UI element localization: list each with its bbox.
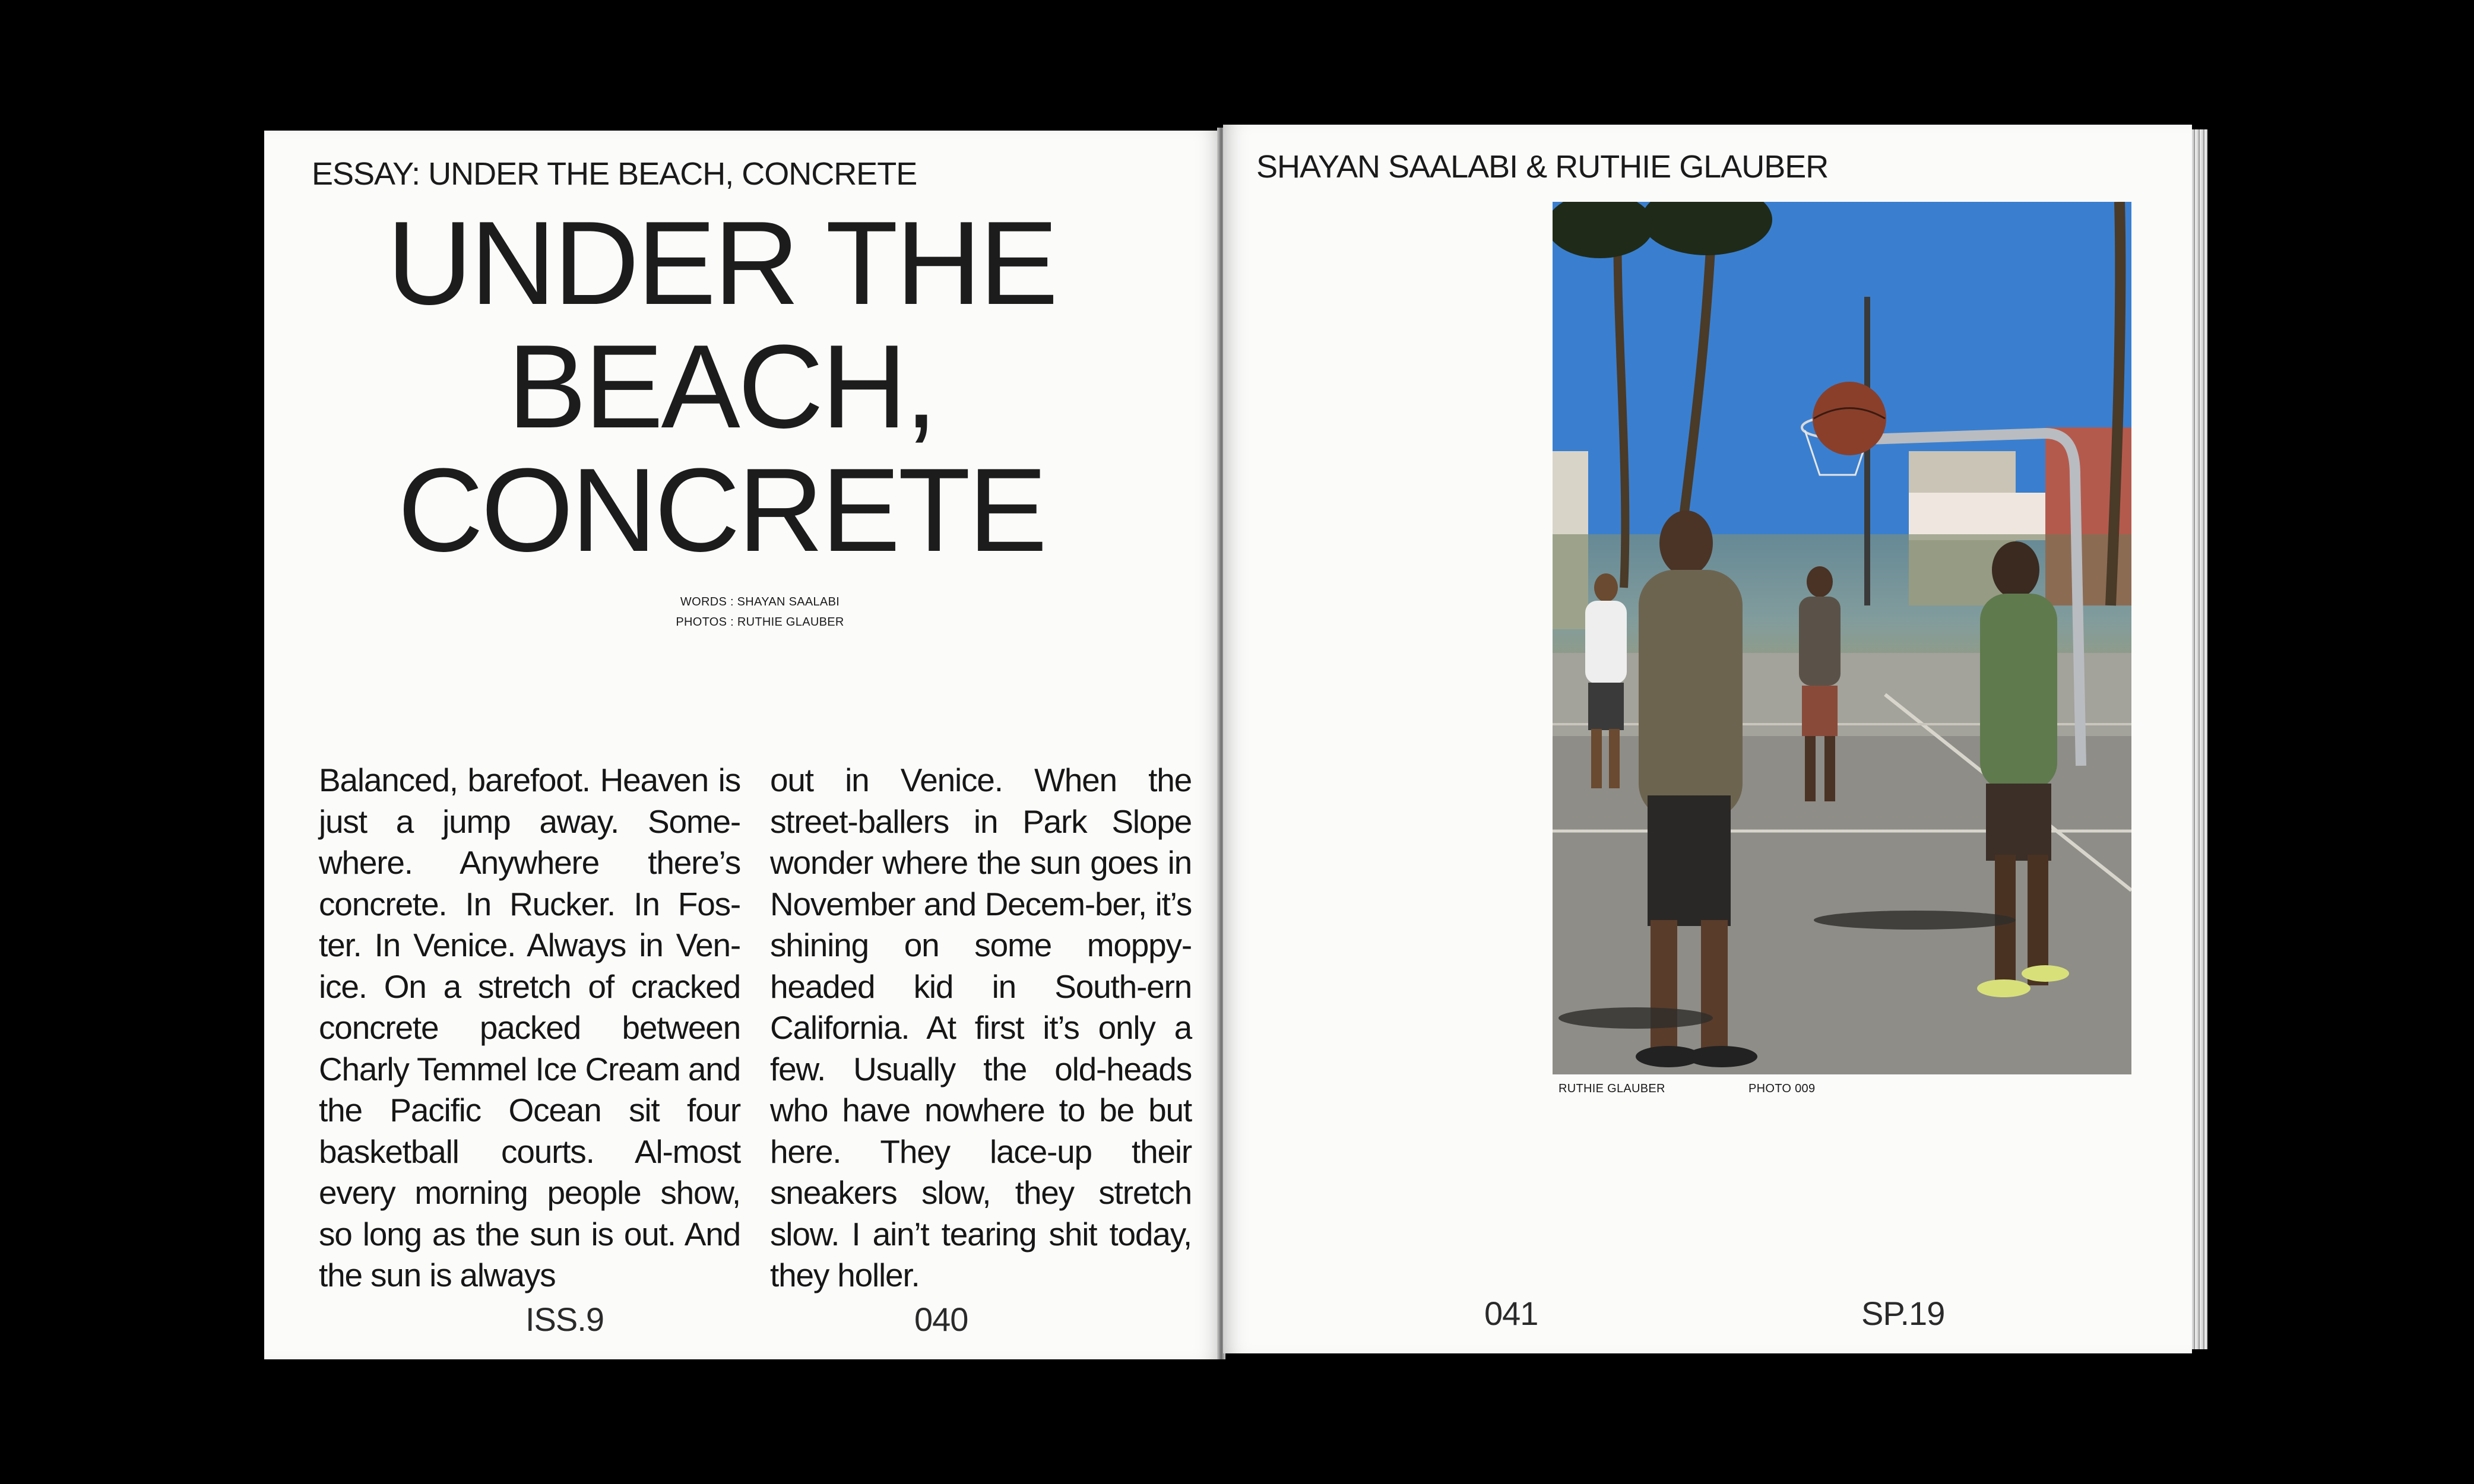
body-paragraph: out in Venice. When the street-ballers in Park Slope wonder where the sun goes in November and Decem-ber, it’s shining on some moppy-headed kid in South-ern California. At first it’s only a few. Usually the old-heads who have nowhere to be but here. They lace-up their sneakers slow, they stretch slow. I ain’t tearing shit today, they holler. xyxy=(770,762,1192,1293)
page-number: 041 xyxy=(1484,1295,1538,1332)
photo-caption-number: PHOTO 009 xyxy=(1748,1082,1816,1095)
body-column-1 xyxy=(319,760,740,1296)
basketball-court-photo xyxy=(1553,202,2131,1074)
page-number: 040 xyxy=(914,1301,968,1338)
title-line: CONCRETE xyxy=(397,444,1046,576)
ice-cream-sign xyxy=(1909,493,2045,540)
right-page xyxy=(1223,125,2192,1353)
page-edges xyxy=(2192,129,2207,1349)
body-paragraph: Balanced, barefoot. Heaven is just a jump away. Some-where. Anywhere there’s concrete. In Rucker. In Fos-ter. In Venice. Always in Ven-ice. On a stretch of cracked concrete packed between Charly Temmel Ice Cream and the Pacific Ocean sit four basketball courts. Al-most every morning people show, so long as the sun is out. And the sun is always xyxy=(319,762,740,1293)
words-credit: WORDS : SHAYAN SAALABI xyxy=(680,595,840,608)
title-line: UNDER THE xyxy=(387,197,1056,329)
title-line: BEACH, xyxy=(507,321,936,453)
shadow xyxy=(1814,911,2016,930)
shadow xyxy=(1558,1007,1713,1029)
basketball xyxy=(1813,382,1886,455)
photos-credit: PHOTOS : RUTHIE GLAUBER xyxy=(676,616,844,629)
photo-illustration xyxy=(1553,202,2131,1074)
running-head: SHAYAN SAALABI & RUTHIE GLAUBER xyxy=(1256,149,1829,185)
body-column-2 xyxy=(770,760,1192,1296)
left-page xyxy=(264,131,1221,1359)
article-title xyxy=(318,197,1125,576)
running-head: ESSAY: UNDER THE BEACH, CONCRETE xyxy=(312,156,917,192)
sky xyxy=(1553,202,2131,534)
article-credits xyxy=(620,592,899,632)
photo-caption-photographer: RUTHIE GLAUBER xyxy=(1558,1082,1665,1095)
issue-number: ISS.9 xyxy=(525,1301,604,1338)
season-label: SP.19 xyxy=(1861,1295,1945,1332)
